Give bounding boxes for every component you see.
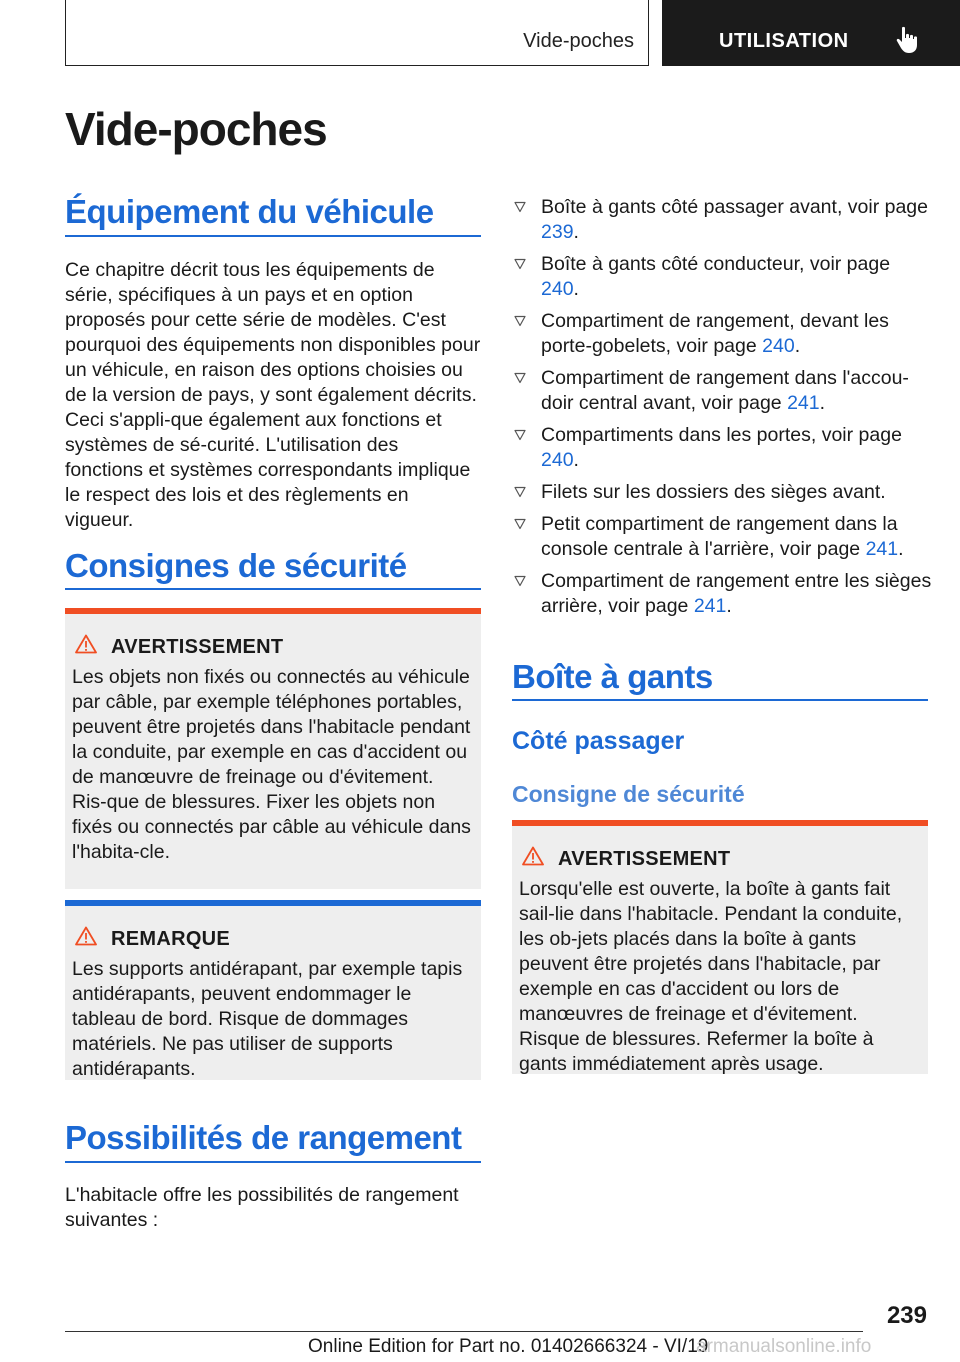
list-item-end: . bbox=[819, 392, 826, 414]
safety-note-text: Les supports antidérapant, par exemple tapis antidérapants, peuvent endommager le tableau de bord. Risque de dommages matériels. Ne pas utiliser de supports antidérapants. bbox=[72, 958, 463, 1080]
equipment-text: Ce chapitre décrit tous les équipements de série, spécifiques à un pays et en option proposés pour cette série de modèles. C'est pourquoi des équipements non disponibles pour un véhicule, en raison des options choisies ou de la version de pays, y sont également décrits. Ceci s'appli-que également aux fonctions et systèmes de sé-curité. L'utilisation des fonctions et systèmes correspondants implique le respect des lois et des règlements en vigueur. bbox=[65, 259, 481, 531]
triangle-bullet-icon bbox=[514, 201, 526, 213]
list-item-end: . bbox=[573, 221, 579, 243]
glovebox-subheading: Côté passager bbox=[512, 727, 685, 755]
list-item bbox=[512, 252, 932, 302]
page-link[interactable]: 241 bbox=[865, 538, 899, 560]
glovebox-warning-title: AVERTISSEMENT bbox=[558, 848, 731, 870]
page-link[interactable]: 240 bbox=[762, 335, 795, 357]
list-item-text: Compartiment de rangement entre les sièges arrière, voir page bbox=[541, 570, 932, 617]
triangle-bullet-icon bbox=[514, 486, 526, 498]
pointing-hand-icon bbox=[896, 26, 922, 54]
glovebox-warning-box bbox=[512, 820, 928, 1074]
glovebox-warning-text: Lorsqu'elle est ouverte, la boîte à gants fait sail-lie dans l'habitacle. Pendant la conduite, les ob-jets placés dans la boîte à gants peuvent être projetés dans l'habitacle, par exemple en cas d'accident ou lors de manœuvres de freinage et d'évitement. Risque de blessures. Refermer la boîte à gants immédiatement après usage. bbox=[519, 878, 903, 1075]
footer-rule bbox=[65, 1331, 863, 1332]
list-item-text: Boîte à gants côté passager avant, voir page bbox=[541, 196, 929, 218]
page-link[interactable]: 241 bbox=[693, 595, 727, 617]
list-item bbox=[512, 512, 932, 562]
storage-heading: Possibilités de rangement bbox=[65, 1119, 462, 1156]
triangle-bullet-icon bbox=[514, 315, 526, 327]
storage-heading-rule bbox=[65, 1161, 481, 1163]
header-chapter-box bbox=[662, 0, 960, 66]
list-item-end: . bbox=[573, 278, 579, 300]
triangle-bullet-icon bbox=[514, 372, 526, 384]
warning-bar bbox=[65, 608, 481, 614]
page-number: 239 bbox=[886, 1302, 927, 1329]
page-link[interactable]: 240 bbox=[541, 449, 574, 471]
list-item-end: . bbox=[726, 595, 732, 617]
warning-triangle-icon bbox=[75, 634, 97, 654]
safety-note-title: REMARQUE bbox=[111, 928, 231, 950]
note-bar bbox=[65, 900, 481, 906]
list-item bbox=[512, 309, 932, 359]
header-section-box bbox=[65, 0, 649, 66]
triangle-bullet-icon bbox=[514, 429, 526, 441]
page-link[interactable]: 241 bbox=[787, 392, 820, 414]
list-item-text: Filets sur les dossiers des sièges avant. bbox=[541, 481, 886, 503]
equipment-heading: Équipement du véhicule bbox=[65, 193, 434, 230]
glovebox-heading: Boîte à gants bbox=[512, 658, 713, 695]
safety-note-box bbox=[65, 900, 481, 1080]
footer-edition: Online Edition for Part no. 01402666324 - VI/19 bbox=[308, 1336, 709, 1357]
list-item bbox=[512, 569, 932, 619]
storage-list bbox=[512, 195, 932, 625]
list-item-end: . bbox=[898, 538, 904, 560]
glovebox-safety-subheading: Consigne de sécurité bbox=[512, 781, 745, 807]
list-item-text: Boîte à gants côté conducteur, voir page bbox=[541, 253, 891, 275]
list-item-text: Compartiment de rangement dans l'accou-doir central avant, voir page bbox=[541, 367, 909, 414]
warning-triangle-icon bbox=[75, 926, 97, 946]
safety-warning-box bbox=[65, 608, 481, 889]
triangle-bullet-icon bbox=[514, 575, 526, 587]
list-item bbox=[512, 480, 932, 505]
list-item-text: Compartiment de rangement, devant les porte-gobelets, voir page bbox=[541, 310, 889, 357]
watermark: armanualsonline.info bbox=[696, 1336, 872, 1357]
storage-intro: L'habitacle offre les possibilités de rangement suivantes : bbox=[65, 1184, 459, 1231]
safety-heading-rule bbox=[65, 588, 481, 590]
warning-bar bbox=[512, 820, 928, 826]
list-item-end: . bbox=[794, 335, 801, 357]
triangle-bullet-icon bbox=[514, 258, 526, 270]
warning-triangle-icon bbox=[522, 846, 544, 866]
header-section-title: Vide-poches bbox=[523, 30, 634, 52]
page-link[interactable]: 239 bbox=[541, 221, 574, 243]
page-title: Vide-poches bbox=[65, 103, 327, 155]
glovebox-heading-rule bbox=[512, 699, 928, 701]
list-item-text: Compartiments dans les portes, voir page bbox=[541, 424, 902, 446]
page-link[interactable]: 240 bbox=[541, 278, 574, 300]
list-item bbox=[512, 423, 932, 473]
safety-warning-text: Les objets non fixés ou connectés au véhicule par câble, par exemple téléphones portables, peuvent être projetés dans l'habitacle pendant la conduite, par exemple en cas d'accident ou de manœuvre de freinage ou d'évitement. Ris-que de blessures. Fixer les objets non fixés ou connectés par câble au véhicule dans l'habita-cle. bbox=[72, 666, 471, 863]
equipment-heading-rule bbox=[65, 235, 481, 237]
safety-warning-title: AVERTISSEMENT bbox=[111, 636, 284, 658]
safety-heading: Consignes de sécurité bbox=[65, 547, 407, 584]
list-item bbox=[512, 366, 932, 416]
list-item bbox=[512, 195, 932, 245]
triangle-bullet-icon bbox=[514, 518, 526, 530]
list-item-text: Petit compartiment de rangement dans la console centrale à l'arrière, voir page bbox=[541, 513, 898, 560]
list-item-end: . bbox=[573, 449, 579, 471]
header-chapter-title: UTILISATION bbox=[719, 30, 849, 52]
